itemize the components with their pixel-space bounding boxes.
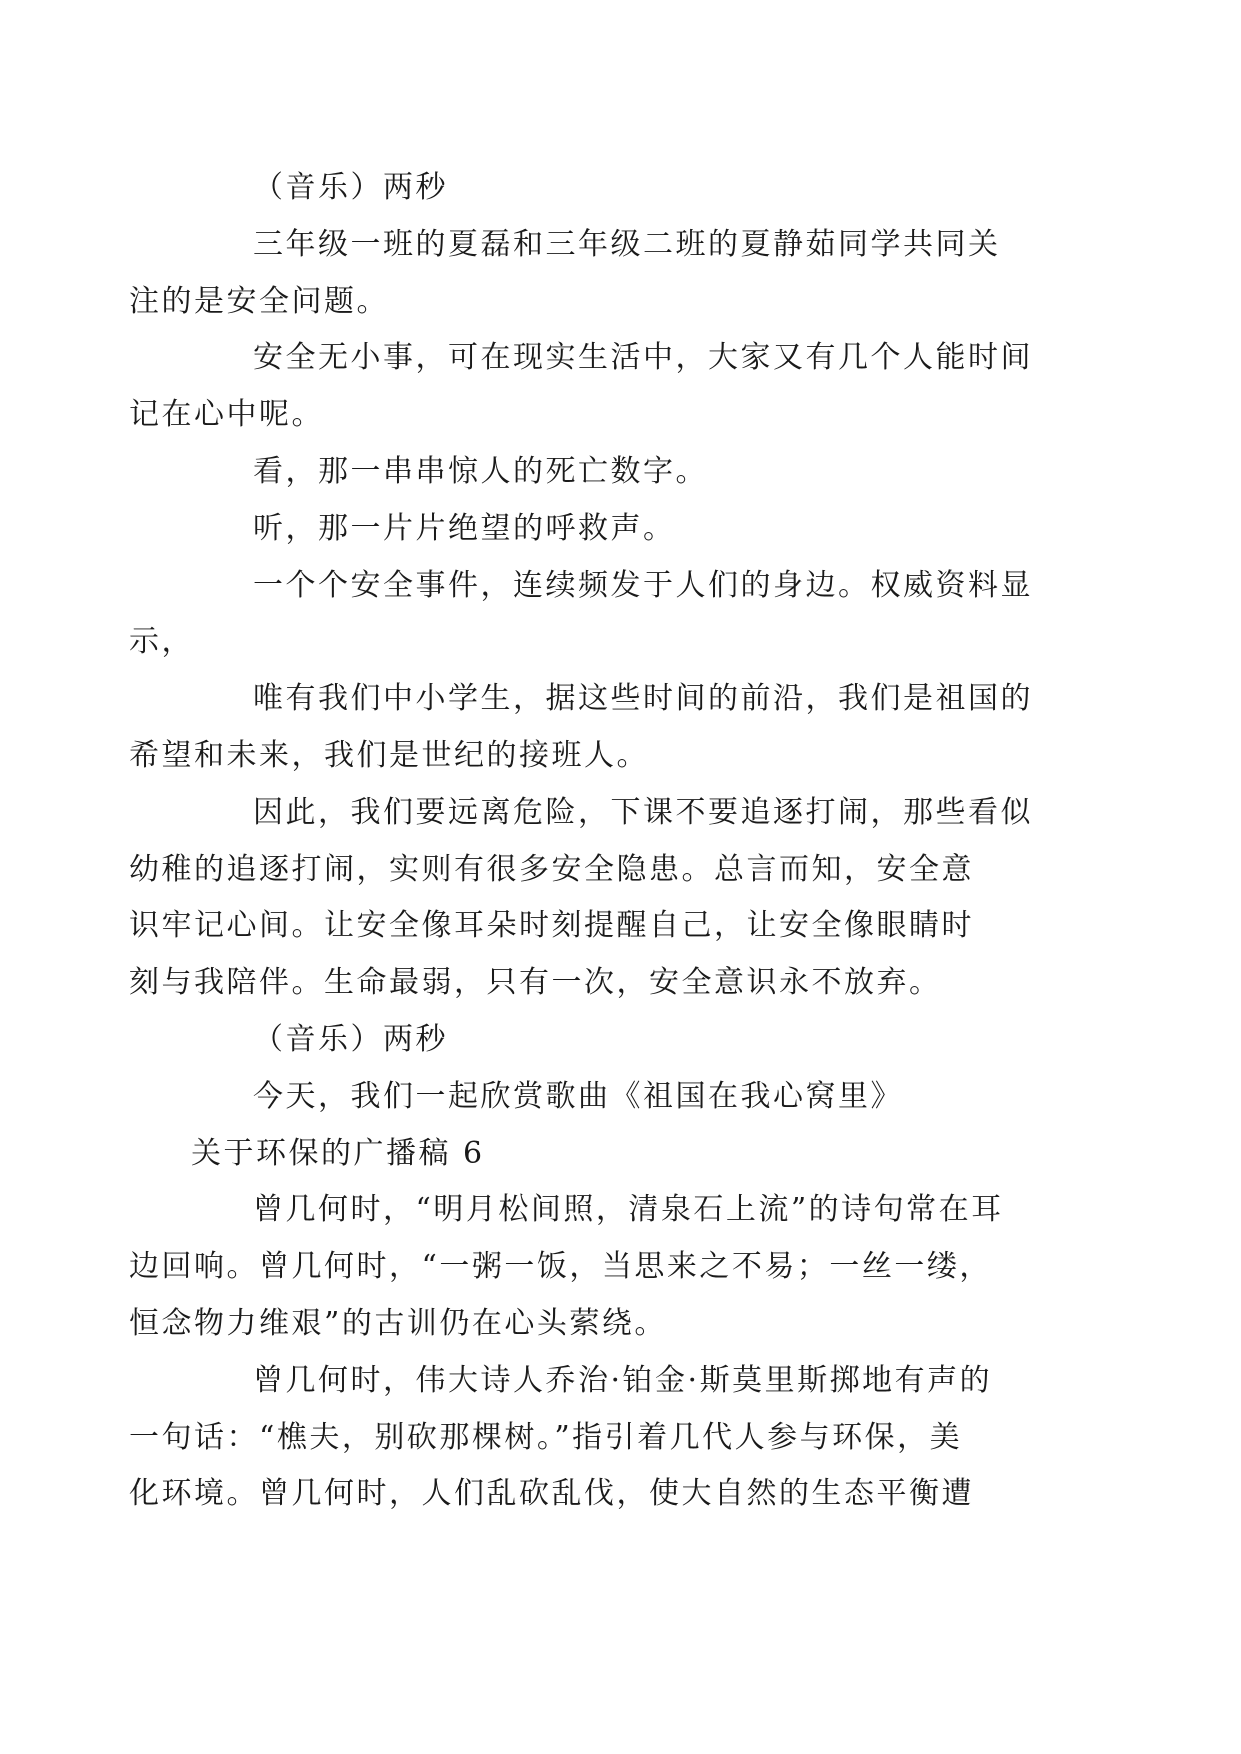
text-line: 今天，我们一起欣赏歌曲《祖国在我心窝里》 xyxy=(253,1078,903,1114)
paragraph-music-cue xyxy=(191,1012,1051,1069)
text-line: 识牢记心间。让安全像耳朵时刻提醒自己，让安全像眼睛时 xyxy=(129,908,974,944)
text-line: 听，那一片片绝望的呼救声。 xyxy=(253,510,676,546)
text-line: 因此，我们要远离危险，下课不要追逐打闹，那些看似 xyxy=(253,794,1033,830)
paragraph xyxy=(191,501,1051,558)
text-line: 一句话：“樵夫，别砍那棵树。”指引着几代人参与环保，美 xyxy=(129,1419,963,1455)
section-heading: 关于环保的广播稿 6 xyxy=(191,1135,485,1171)
text-line: 希望和未来，我们是世纪的接班人。 xyxy=(129,737,649,773)
text-line: 曾几何时，伟大诗人乔治·铂金·斯莫里斯掷地有声的 xyxy=(253,1362,993,1398)
paragraph xyxy=(129,671,1051,785)
document-body xyxy=(129,160,1051,1523)
text-line: 恒念物力维艰”的古训仍在心头萦绕。 xyxy=(129,1305,667,1341)
paragraph xyxy=(129,785,1051,1012)
paragraph xyxy=(129,330,1051,444)
text-line: 曾几何时，“明月松间照，清泉石上流”的诗句常在耳 xyxy=(253,1192,1004,1228)
text-line: （音乐）两秒 xyxy=(253,1021,448,1057)
paragraph xyxy=(129,558,1051,672)
paragraph xyxy=(129,1182,1051,1352)
text-line: （音乐）两秒 xyxy=(253,170,448,205)
text-line: 唯有我们中小学生，据这些时间的前沿，我们是祖国的 xyxy=(253,681,1033,717)
text-line: 幼稚的追逐打闹，实则有很多安全隐患。总言而知，安全意 xyxy=(129,851,974,887)
paragraph xyxy=(129,217,1051,331)
text-line: 看，那一串串惊人的死亡数字。 xyxy=(253,453,708,489)
paragraph-music-cue xyxy=(191,160,1051,217)
text-line: 注的是安全问题。 xyxy=(129,283,389,319)
text-line: 边回响。曾几何时，“一粥一饭，当思来之不易；一丝一缕， xyxy=(129,1249,992,1285)
paragraph xyxy=(191,444,1051,501)
paragraph xyxy=(129,1353,1051,1523)
text-line: 刻与我陪伴。生命最弱，只有一次，安全意识永不放弃。 xyxy=(129,965,942,1001)
text-line: 一个个安全事件，连续频发于人们的身边。权威资料显 xyxy=(253,567,1033,603)
paragraph xyxy=(191,1069,1051,1126)
text-line: 记在心中呢。 xyxy=(129,397,324,433)
text-line: 化环境。曾几何时，人们乱砍乱伐，使大自然的生态平衡遭 xyxy=(129,1476,974,1512)
text-line: 安全无小事，可在现实生活中，大家又有几个人能时间 xyxy=(253,340,1033,376)
text-line: 示， xyxy=(129,624,194,660)
text-line: 三年级一班的夏磊和三年级二班的夏静茹同学共同关 xyxy=(253,226,1001,262)
